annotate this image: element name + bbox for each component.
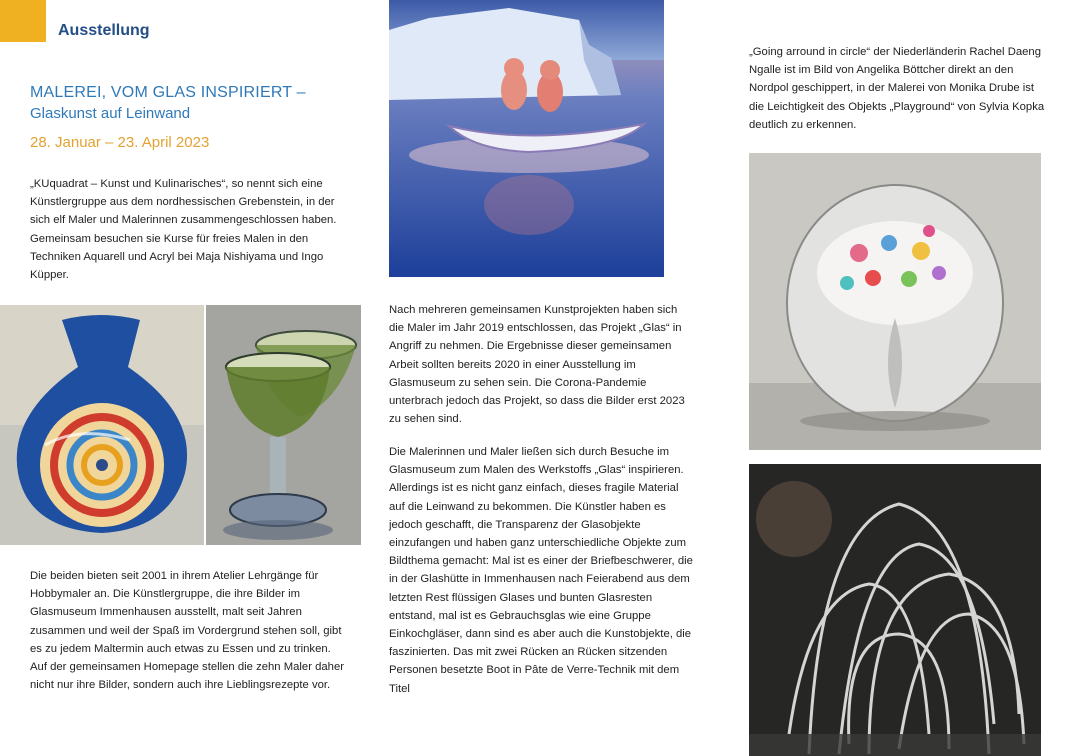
- painting-swirl-vase: [0, 305, 204, 545]
- paragraph-artworks: „Going arround in circle“ der Niederländerin Rachel Daeng Ngalle ist im Bild von Angelika Böttcher direkt an den Nordpol geschippert, in der Malerei von Monika Drube ist die Leichtigkeit des Objekts „Playground“ von Sylvia Kopka deutlich zu erkennen.: [749, 46, 1045, 131]
- painting-glass-arcs: [749, 464, 1041, 756]
- painting-green-glasses: [206, 305, 361, 545]
- article-subtitle: Glaskunst auf Leinwand: [30, 105, 191, 122]
- section-label: Ausstellung: [58, 22, 150, 39]
- section-accent-tab: [0, 0, 46, 42]
- article-title: MALEREI, VOM GLAS INSPIRIERT –: [30, 84, 306, 101]
- painting-boat-iceberg: [389, 0, 664, 277]
- painting-paperweight: [749, 153, 1041, 450]
- paragraph-inspiration: Die Malerinnen und Maler ließen sich durch Besuche im Glasmuseum zum Malen des Werkstoffs „Glas“ inspirieren. Allerdings ist es nicht ganz einfach, dieses fragile Material auf die Leinwand zu bekommen. Die Künstler haben es jedoch geschafft, die Transparenz der Glasobjekte einzufangen und haben ganz unterschiedliche Objekte zum Bildthema gemacht: Mal ist es einer der Briefbeschwerer, die in der Glashütte in Immenhausen nach Feierabend aus dem letzten Rest flüssigen Glases und bunten Glasresten entstand, mal ist es Gebrauchsglas wie eine Gruppe Einkochgläser, dann sind es aber auch die Kunstobjekte, die faszinierten. Das mit zwei Rücken an Rücken sitzenden Personen besetzte Boot in Pâte de Verre-Technik mit dem Titel: [389, 446, 693, 695]
- paragraph-intro: „KUquadrat – Kunst und Kulinarisches“, so nennt sich eine Künstlergruppe aus dem nordhessischen Grebenstein, in der sich elf Maler und Malerinnen zusammengeschlossen haben. Gemeinsam besuchen sie Kurse für freies Malen in den Techniken Aquarell und Acryl bei Maja Nishiyama und Ingo Küpper.: [30, 178, 337, 282]
- exhibition-dates: 28. Januar – 23. April 2023: [30, 134, 210, 151]
- paragraph-teachers: Die beiden bieten seit 2001 in ihrem Atelier Lehrgänge für Hobbymaler an. Die Künstlergruppe, die ihre Bilder im Glasmuseum Immenhausen ausstellt, malt seit Jahren zusammen und weil der Spaß im Vordergrund stehen soll, gibt es zu jedem Maltermin auch etwas zu Essen und zu trinken. Auf der gemeinsamen Homepage stellen die zehn Maler daher nicht nur ihre Bilder, sondern auch ihre Lieblingsrezepte vor.: [30, 570, 344, 692]
- paragraph-project: Nach mehreren gemeinsamen Kunstprojekten haben sich die Maler im Jahr 2019 entschlossen, das Projekt „Glas“ in Angriff zu nehmen. Die Ergebnisse dieser gemeinsamen Arbeit sollten bereits 2020 in einer Ausstellung im Glasmuseum zu sehen sein. Die Corona-Pandemie unterbrach jedoch das Projekt, so dass die Bilder erst 2023 zu sehen sind.: [389, 304, 685, 426]
